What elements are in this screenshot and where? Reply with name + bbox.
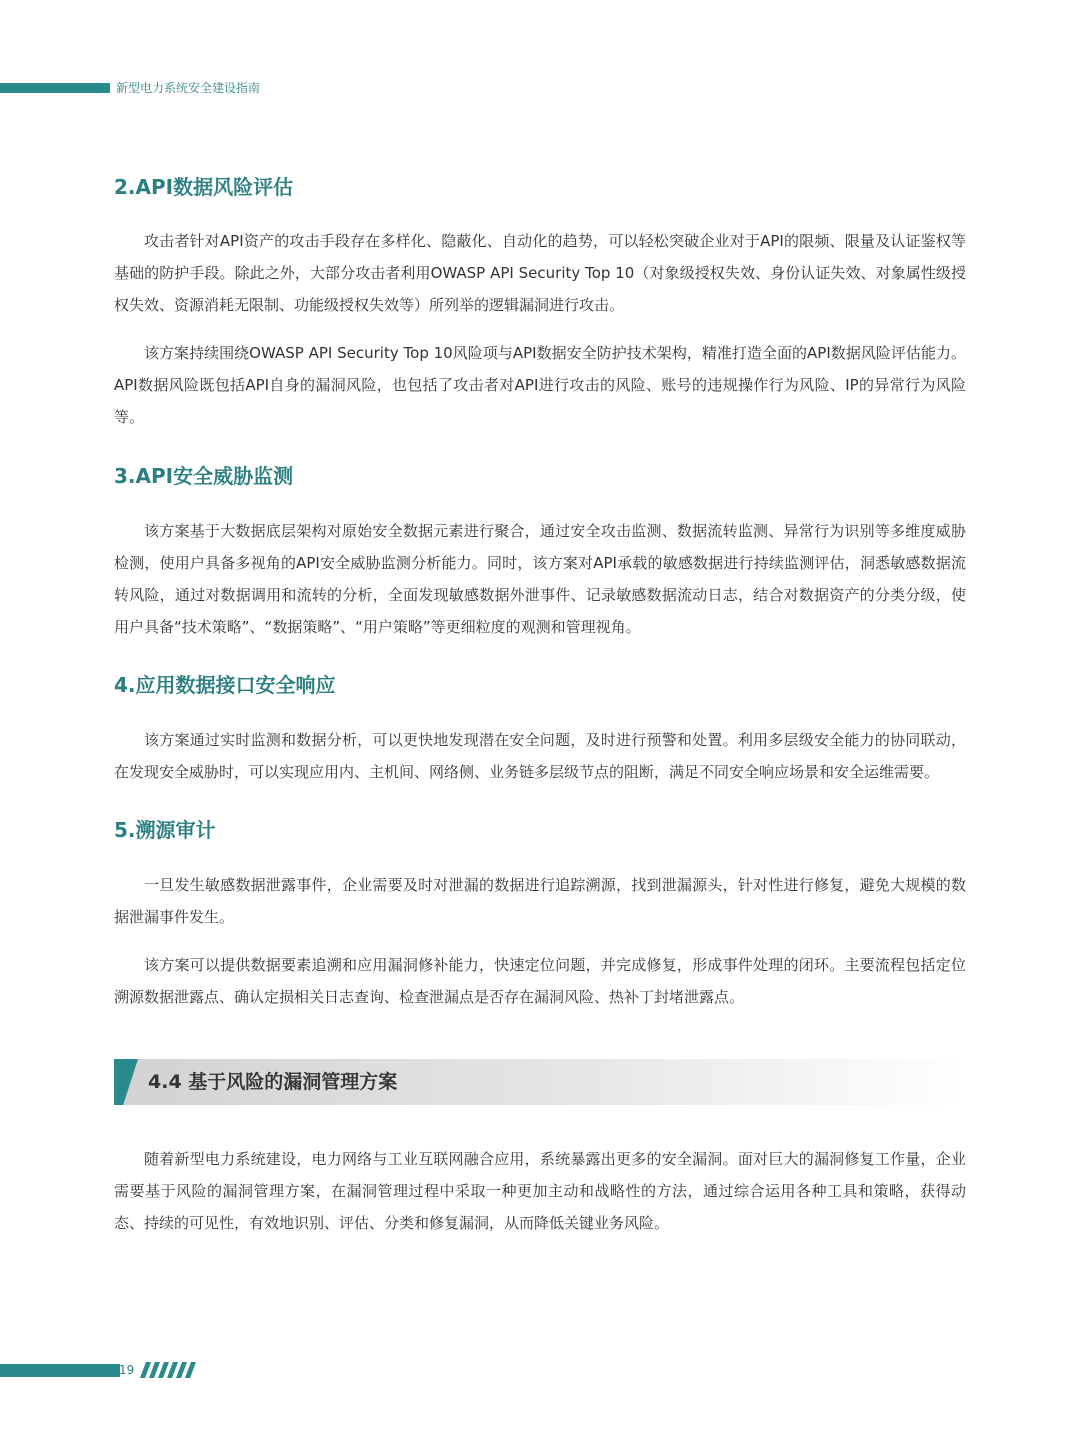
page-number: 19: [119, 1363, 135, 1377]
paragraph: 攻击者针对API资产的攻击手段存在多样化、隐蔽化、自动化的趋势，可以轻松突破企业对于API的限频、限量及认证鉴权等基础的防护手段。除此之外，大部分攻击者利用OWASP API Security Top 10（对象级授权失效、身份认证失效、对象属性级授权失效、资源消耗无限制、功能级授权失效等）所列举的逻辑漏洞进行攻击。: [114, 232, 966, 314]
section-heading-audit: 5.溯源审计: [114, 818, 216, 842]
section-heading-api-threat: 3.API安全威胁监测: [114, 464, 294, 488]
paragraph: 该方案持续围绕OWASP API Security Top 10风险项与API数据安全防护技术架构，精准打造全面的API数据风险评估能力。API数据风险既包括API自身的漏洞风险，也包括了攻击者对API进行攻击的风险、账号的违规操作行为风险、IP的异常行为风险等。: [114, 344, 966, 426]
footer-accent-bar: [0, 1364, 120, 1377]
paragraph: 该方案可以提供数据要素追溯和应用漏洞修补能力，快速定位问题，并完成修复，形成事件处理的闭环。主要流程包括定位溯源数据泄露点、确认定损相关日志查询、检查泄漏点是否存在漏洞风险、热补丁封堵泄露点。: [114, 956, 966, 1006]
chapter-banner: [114, 1059, 966, 1105]
document-title: 新型电力系统安全建设指南: [116, 81, 261, 95]
paragraph: 随着新型电力系统建设，电力网络与工业互联网融合应用，系统暴露出更多的安全漏洞。面对巨大的漏洞修复工作量，企业需要基于风险的漏洞管理方案，在漏洞管理过程中采取一种更加主动和战略性的方法，通过综合运用各种工具和策略，获得动态、持续的可见性，有效地识别、评估、分类和修复漏洞，从而降低关键业务风险。: [114, 1150, 966, 1232]
footer-stripes-decoration: [140, 1362, 196, 1378]
section-heading-api-risk: 2.API数据风险评估: [114, 175, 294, 199]
chapter-title: 4.4 基于风险的漏洞管理方案: [148, 1071, 398, 1093]
paragraph: 该方案基于大数据底层架构对原始安全数据元素进行聚合，通过安全攻击监测、数据流转监测、异常行为识别等多维度威胁检测，使用户具备多视角的API安全威胁监测分析能力。同时，该方案对API承载的敏感数据进行持续监测评估，洞悉敏感数据流转风险，通过对数据调用和流转的分析，全面发现敏感数据外泄事件、记录敏感数据流动日志，结合对数据资产的分类分级，使用户具备“技术策略”、“数据策略”、“用户策略”等更细粒度的观测和管理视角。: [114, 522, 966, 636]
paragraph: 该方案通过实时监测和数据分析，可以更快地发现潜在安全问题，及时进行预警和处置。利用多层级安全能力的协同联动，在发现安全威胁时，可以实现应用内、主机间、网络侧、业务链多层级节点的阻断，满足不同安全响应场景和安全运维需要。: [114, 731, 966, 781]
header-accent-bar: [0, 83, 110, 93]
page-content: [114, 170, 966, 1239]
section-heading-response: 4.应用数据接口安全响应: [114, 673, 336, 697]
paragraph: 一旦发生敏感数据泄露事件，企业需要及时对泄漏的数据进行追踪溯源，找到泄漏源头，针对性进行修复，避免大规模的数据泄漏事件发生。: [114, 876, 966, 926]
